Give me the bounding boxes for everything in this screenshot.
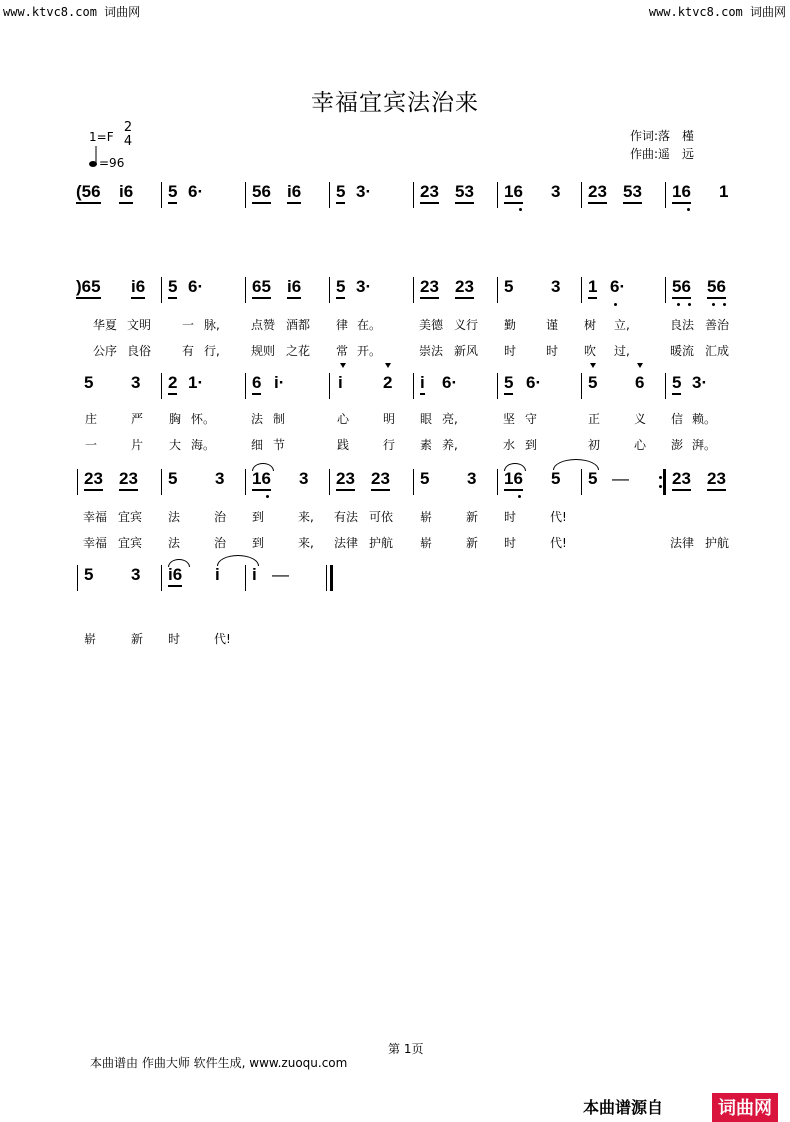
barline (665, 182, 666, 208)
lower-octave-dot (712, 303, 715, 306)
lyric-syllable: 吹 (584, 344, 597, 358)
barline (329, 182, 330, 208)
note-group: 23 (420, 182, 439, 204)
note-group: 23 (371, 469, 390, 491)
note: 6· (442, 373, 458, 392)
note-group: )65 (76, 277, 101, 299)
song-title: 幸福宜宾法治来 (311, 90, 479, 116)
barline (581, 469, 582, 495)
barline (497, 277, 498, 303)
lyric-syllable: 初 (588, 438, 601, 452)
lyric-syllable: 时 (504, 536, 517, 550)
lyric-syllable: 规则 (251, 344, 276, 358)
lyric-syllable: 代! (550, 510, 567, 524)
lyric-syllable: 治 (214, 536, 227, 550)
note: i (215, 565, 220, 584)
note-group: 53 (455, 182, 474, 204)
lyric-syllable: 节 (273, 438, 286, 452)
lyric-syllable: 良法 (670, 318, 695, 332)
lyric-syllable: 明 (383, 412, 396, 426)
brand-logo[interactable]: 词曲网 (712, 1093, 778, 1122)
note: 1 (588, 277, 597, 299)
lyric-syllable: 有法 (334, 510, 359, 524)
note-group: (56 (76, 182, 101, 204)
lyric-syllable: 良俗 (127, 344, 152, 358)
lyric-syllable: 公序 (93, 344, 118, 358)
lyric-syllable: 时 (168, 632, 181, 646)
score-row-2 (0, 277, 790, 307)
lyric-syllable: 幸福 (83, 510, 108, 524)
lyric-line-1 (0, 410, 790, 426)
sustain-dash: — (272, 565, 289, 584)
lyric-syllable: 践 (337, 438, 350, 452)
lyric-syllable: 庄 (85, 412, 98, 426)
lower-octave-dot (519, 208, 522, 211)
lyric-syllable: 法 (168, 510, 181, 524)
note-group: 16 (672, 182, 691, 204)
lyric-syllable: 酒都 (286, 318, 311, 332)
barline (326, 565, 327, 591)
lyric-syllable: 正 (588, 412, 601, 426)
note-group: 23 (588, 182, 607, 204)
slur-mark (168, 559, 190, 567)
barline (245, 277, 246, 303)
lyric-syllable: 一 (85, 438, 98, 452)
barline (161, 469, 162, 495)
time-signature (121, 121, 135, 149)
lower-octave-dot (266, 495, 269, 498)
score-row-4 (0, 469, 790, 499)
lyric-syllable: 怀。 (191, 412, 216, 426)
sustain-dash: — (612, 469, 629, 488)
lyric-syllable: 之花 (286, 344, 311, 358)
note-group: 16 (252, 469, 271, 491)
lower-octave-dot (614, 303, 617, 306)
note-group: 16 (504, 469, 523, 491)
note: 1 (719, 182, 729, 201)
lyric-syllable: 行, (204, 344, 220, 358)
note: i (252, 565, 257, 584)
barline (497, 469, 498, 495)
note-group: i6 (119, 182, 133, 204)
lyric-syllable: 澎 (671, 438, 684, 452)
barline (329, 373, 330, 399)
note-group: 16 (504, 182, 523, 204)
note: 6· (188, 182, 204, 201)
lyric-syllable: 树 (584, 318, 597, 332)
lyric-line-2 (0, 342, 790, 358)
note: 3 (467, 469, 477, 488)
barline (329, 469, 330, 495)
lyric-syllable: 崭 (420, 510, 433, 524)
lyric-syllable: 到 (525, 438, 538, 452)
barline (161, 565, 162, 591)
barline (497, 373, 498, 399)
source-label: 本曲谱源自 (583, 1098, 664, 1117)
lyric-syllable: 素 (420, 438, 433, 452)
lyric-syllable: 崇法 (419, 344, 444, 358)
lyric-syllable: 严 (131, 412, 144, 426)
lyric-syllable: 胸 (169, 412, 182, 426)
note: 6 (252, 373, 261, 395)
lyric-syllable: 赖。 (692, 412, 717, 426)
slur-mark (504, 463, 526, 471)
lyric-syllable: 养, (442, 438, 458, 452)
lower-octave-dot (687, 208, 690, 211)
lyricist-credit: 作词:落 槿 (630, 129, 695, 143)
note: 6 (635, 373, 645, 392)
note: 5 (504, 277, 514, 296)
site-header-left: www.ktvc8.com 词曲网 (3, 5, 141, 19)
barline (77, 565, 78, 591)
note: 5 (168, 277, 177, 299)
key-signature: 1=F (89, 130, 114, 144)
note: 5 (588, 373, 598, 392)
lyric-syllable: 律 (336, 318, 349, 332)
tie-mark (553, 459, 599, 470)
lyric-syllable: 崭 (84, 632, 97, 646)
barline (581, 373, 582, 399)
lyric-syllable: 护航 (369, 536, 394, 550)
tie-mark (217, 555, 259, 566)
lyric-syllable: 点赞 (251, 318, 276, 332)
lyric-line-2 (0, 534, 790, 550)
note-group: i6 (168, 565, 182, 587)
note: 1· (188, 373, 204, 392)
note: 5 (551, 469, 561, 488)
lyric-syllable: 一 (182, 318, 195, 332)
lyric-syllable: 治 (214, 510, 227, 524)
lower-octave-dot (723, 303, 726, 306)
barline (245, 565, 246, 591)
repeat-barline (663, 469, 666, 495)
note-group: i6 (131, 277, 145, 299)
lyric-syllable: 细 (251, 438, 264, 452)
note-group: 23 (336, 469, 355, 491)
lyric-syllable: 新 (466, 536, 479, 550)
note-group: 23 (84, 469, 103, 491)
repeat-dot (659, 476, 662, 479)
lyric-syllable: 勤 (504, 318, 517, 332)
note-group: 53 (623, 182, 642, 204)
note: 5 (672, 373, 681, 395)
barline (413, 277, 414, 303)
lyric-syllable: 制 (273, 412, 286, 426)
accent-marker-icon (385, 363, 391, 368)
note-group: 56 (672, 277, 691, 299)
lyric-syllable: 过, (614, 344, 630, 358)
score-row-1 (0, 182, 790, 212)
lyric-syllable: 片 (131, 438, 144, 452)
lyric-syllable: 海。 (191, 438, 216, 452)
lower-octave-dot (688, 303, 691, 306)
lyric-syllable: 可依 (369, 510, 394, 524)
time-sig-bottom: 4 (123, 134, 133, 149)
time-sig-top: 2 (123, 120, 133, 135)
lyric-line-1 (0, 630, 790, 646)
lyric-syllable: 行 (383, 438, 396, 452)
accent-marker-icon (637, 363, 643, 368)
note: 5 (336, 277, 345, 299)
quarter-note-icon (88, 146, 98, 172)
final-barline (330, 565, 333, 591)
lyric-syllable: 在。 (357, 318, 382, 332)
barline (665, 277, 666, 303)
barline (665, 373, 666, 399)
lyric-syllable: 新 (466, 510, 479, 524)
barline (413, 182, 414, 208)
note-group: 23 (420, 277, 439, 299)
barline (497, 182, 498, 208)
lyric-syllable: 有 (182, 344, 195, 358)
note: 6· (610, 277, 626, 296)
note: 3 (215, 469, 225, 488)
lyric-syllable: 义行 (454, 318, 479, 332)
page-number: 第 1页 (388, 1042, 424, 1056)
lyric-syllable: 信 (671, 412, 684, 426)
lyric-line-1 (0, 316, 790, 332)
lyric-syllable: 宜宾 (118, 536, 143, 550)
lyric-syllable: 谨 (546, 318, 559, 332)
lyric-syllable: 义 (634, 412, 647, 426)
lyric-syllable: 水 (503, 438, 516, 452)
lyric-line-1 (0, 508, 790, 524)
lyric-syllable: 常 (336, 344, 349, 358)
note: 3 (131, 373, 141, 392)
lyric-syllable: 善治 (705, 318, 730, 332)
lyric-syllable: 湃。 (692, 438, 717, 452)
lyric-line-2 (0, 436, 790, 452)
lyric-syllable: 法 (168, 536, 181, 550)
barline (161, 277, 162, 303)
lyric-syllable: 时 (504, 510, 517, 524)
lyric-syllable: 来, (298, 536, 314, 550)
accent-marker-icon (590, 363, 596, 368)
lyric-syllable: 法律 (334, 536, 359, 550)
barline (329, 277, 330, 303)
lower-octave-dot (518, 495, 521, 498)
tempo-marking: =96 (99, 156, 125, 170)
lyric-syllable: 新 (131, 632, 144, 646)
lyric-syllable: 立, (614, 318, 630, 332)
barline (413, 469, 414, 495)
score-row-5 (0, 565, 790, 595)
note: i· (274, 373, 285, 392)
lyric-syllable: 心 (634, 438, 647, 452)
lyric-syllable: 到 (252, 536, 265, 550)
lyric-syllable: 崭 (420, 536, 433, 550)
note: 3· (356, 277, 372, 296)
lyric-syllable: 美德 (419, 318, 444, 332)
note: 5 (168, 469, 178, 488)
accent-marker-icon (340, 363, 346, 368)
barline (413, 373, 414, 399)
lyric-syllable: 到 (252, 510, 265, 524)
note: 2 (383, 373, 393, 392)
note: 5 (588, 469, 598, 488)
lyric-syllable: 心 (337, 412, 350, 426)
lyric-syllable: 幸福 (83, 536, 108, 550)
barline (581, 182, 582, 208)
note: 5 (84, 373, 94, 392)
generator-footer: 本曲谱由 作曲大师 软件生成, www.zuoqu.com (90, 1056, 348, 1070)
note: i (338, 373, 343, 392)
barline (581, 277, 582, 303)
lyric-syllable: 时 (504, 344, 517, 358)
note: 6· (188, 277, 204, 296)
lyric-syllable: 代! (214, 632, 231, 646)
note: 5 (504, 373, 513, 395)
barline (77, 469, 78, 495)
note-group: i6 (287, 277, 301, 299)
barline (161, 182, 162, 208)
lyric-syllable: 汇成 (705, 344, 730, 358)
lyric-syllable: 脉, (204, 318, 220, 332)
barline (161, 373, 162, 399)
lyric-syllable: 开。 (357, 344, 382, 358)
composer-credit: 作曲:遥 远 (630, 147, 695, 161)
note-group: 65 (252, 277, 271, 299)
lyric-syllable: 法 (251, 412, 264, 426)
note-group: 56 (252, 182, 271, 204)
lyric-syllable: 宜宾 (118, 510, 143, 524)
note: i (420, 373, 425, 395)
note-group: 23 (119, 469, 138, 491)
lyric-syllable: 护航 (705, 536, 730, 550)
note: 3 (551, 277, 561, 296)
lyric-syllable: 代! (550, 536, 567, 550)
lyric-syllable: 眼 (420, 412, 433, 426)
lyric-syllable: 亮, (442, 412, 458, 426)
note: 5 (168, 182, 177, 204)
note-group: 56 (707, 277, 726, 299)
note: 5 (84, 565, 94, 584)
repeat-dot (659, 485, 662, 488)
note: 3 (299, 469, 309, 488)
note: 3 (131, 565, 141, 584)
lyric-syllable: 来, (298, 510, 314, 524)
note: 3· (356, 182, 372, 201)
note: 5 (420, 469, 430, 488)
lyric-syllable: 华夏 (93, 318, 118, 332)
note-group: i6 (287, 182, 301, 204)
score-row-3 (0, 373, 790, 403)
note: 5 (336, 182, 345, 204)
lyric-syllable: 文明 (127, 318, 152, 332)
barline (245, 182, 246, 208)
note-group: 23 (672, 469, 691, 491)
lyric-syllable: 守 (525, 412, 538, 426)
barline (245, 373, 246, 399)
lyric-syllable: 新风 (454, 344, 479, 358)
note: 6· (526, 373, 542, 392)
site-header-right: www.ktvc8.com 词曲网 (648, 5, 786, 19)
lyric-syllable: 坚 (503, 412, 516, 426)
note: 3· (692, 373, 708, 392)
barline (245, 469, 246, 495)
slur-mark (252, 463, 274, 471)
lyric-syllable: 时 (546, 344, 559, 358)
note: 3 (551, 182, 561, 201)
note-group: 23 (707, 469, 726, 491)
lyric-syllable: 暖流 (670, 344, 695, 358)
lyric-syllable: 大 (169, 438, 182, 452)
note: 2 (168, 373, 177, 395)
lower-octave-dot (677, 303, 680, 306)
lyric-syllable: 法律 (670, 536, 695, 550)
note-group: 23 (455, 277, 474, 299)
